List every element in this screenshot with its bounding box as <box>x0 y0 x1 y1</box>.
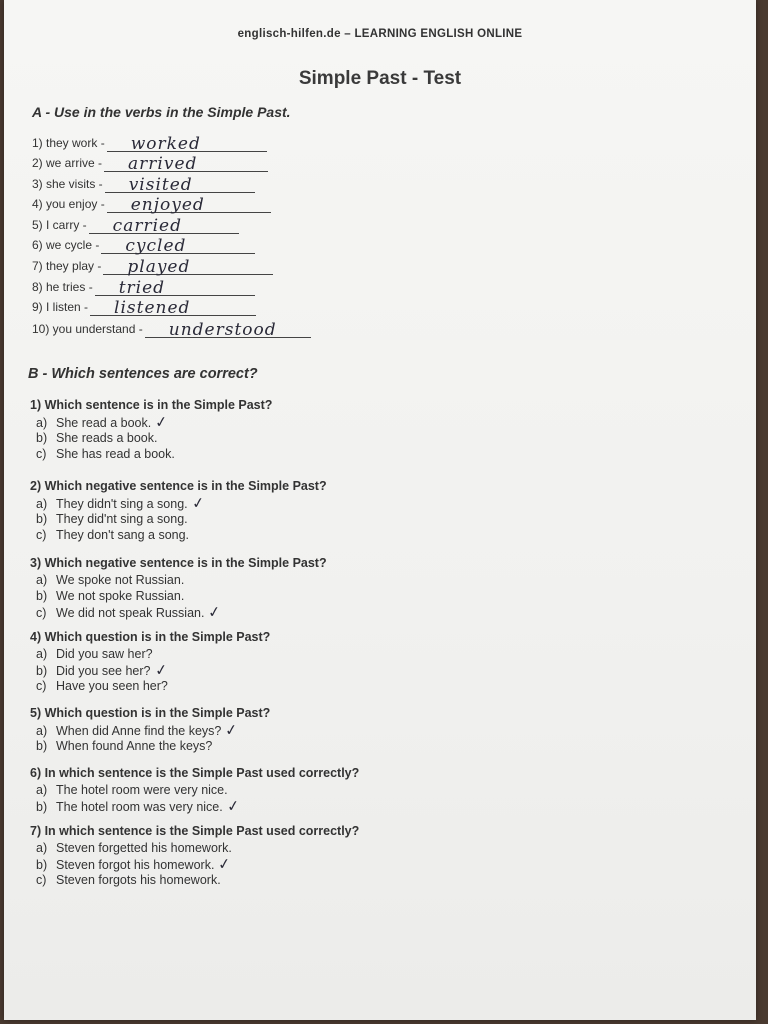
answer-blank[interactable] <box>101 236 255 256</box>
option-letter: b) <box>36 858 48 872</box>
option-text: She has read a book. <box>56 447 175 461</box>
option-letter: b) <box>36 664 48 678</box>
answer-blank[interactable] <box>105 175 255 195</box>
question-block <box>30 766 359 814</box>
verb-prompt: 5) I carry - <box>32 218 87 232</box>
verb-item <box>32 298 256 316</box>
option-text: Did you see her? <box>56 664 151 678</box>
question-text: 4) Which question is in the Simple Past? <box>30 630 271 644</box>
verb-prompt: 10) you understand - <box>32 322 143 336</box>
checkmark-icon: ✓ <box>153 660 169 680</box>
answer-option[interactable] <box>30 872 359 888</box>
option-letter: b) <box>36 589 48 603</box>
option-text: The hotel room were very nice. <box>56 783 228 797</box>
verb-item <box>32 257 273 275</box>
answer-option[interactable] <box>30 662 270 678</box>
option-text: They don't sang a song. <box>56 528 190 542</box>
option-letter: a) <box>36 841 48 855</box>
verb-prompt: 2) we arrive - <box>32 156 103 170</box>
verb-prompt: 7) they play - <box>32 259 102 273</box>
answer-option[interactable] <box>30 414 272 430</box>
handwritten-answer: visited <box>128 175 193 195</box>
answer-blank[interactable] <box>107 134 267 154</box>
option-letter: a) <box>36 647 48 661</box>
verb-prompt: 1) they work - <box>32 136 105 150</box>
handwritten-answer: enjoyed <box>130 195 205 215</box>
answer-blank[interactable] <box>103 257 273 277</box>
answer-blank[interactable] <box>89 216 239 236</box>
answer-option[interactable] <box>30 495 327 511</box>
answer-option[interactable] <box>30 798 359 814</box>
option-text: We spoke not Russian. <box>56 573 185 587</box>
question-text: 5) Which question is in the Simple Past? <box>30 706 271 720</box>
option-text: When found Anne the keys? <box>56 739 213 753</box>
option-text: Did you saw her? <box>56 647 153 661</box>
handwritten-answer: played <box>127 257 191 277</box>
option-letter: a) <box>36 724 48 738</box>
answer-option[interactable] <box>30 430 272 446</box>
verb-item <box>32 236 255 254</box>
handwritten-answer: listened <box>114 298 191 318</box>
verb-item <box>32 278 255 296</box>
answer-option[interactable] <box>30 604 327 620</box>
question-text: 7) In which sentence is the Simple Past used correctly? <box>30 824 360 838</box>
worksheet-page <box>4 0 756 1020</box>
option-text: The hotel room was very nice. <box>56 800 223 814</box>
question-block <box>30 556 327 620</box>
section-a-heading: A - Use in the verbs in the Simple Past. <box>32 104 291 120</box>
answer-option[interactable] <box>30 588 327 604</box>
option-text: We not spoke Russian. <box>56 589 185 603</box>
option-text: Steven forgetted his homework. <box>56 841 232 855</box>
answer-option[interactable] <box>30 738 270 754</box>
page-title: Simple Past - Test <box>298 68 462 89</box>
checkmark-icon: ✓ <box>207 602 223 622</box>
question-block <box>30 479 327 543</box>
site-header: englisch-hilfen.de – LEARNING ENGLISH ONLINE <box>237 28 523 40</box>
verb-item <box>32 320 311 338</box>
option-letter: b) <box>36 800 48 814</box>
handwritten-answer: carried <box>112 216 182 236</box>
option-text: When did Anne find the keys? <box>56 724 222 738</box>
option-text: She read a book. <box>56 416 152 430</box>
answer-blank[interactable] <box>104 154 268 174</box>
option-letter: a) <box>36 416 48 430</box>
answer-blank[interactable] <box>95 278 255 298</box>
verb-prompt: 9) I listen - <box>32 300 89 314</box>
answer-option[interactable] <box>30 572 327 588</box>
answer-option[interactable] <box>30 722 270 738</box>
verb-item <box>32 154 268 172</box>
verb-item <box>32 175 255 193</box>
question-block <box>30 630 270 694</box>
checkmark-icon: ✓ <box>225 796 241 816</box>
option-letter: a) <box>36 497 48 511</box>
question-text: 2) Which negative sentence is in the Simple Past? <box>30 479 327 493</box>
checkmark-icon: ✓ <box>190 493 206 513</box>
option-text: We did not speak Russian. <box>56 606 205 620</box>
question-block <box>30 706 270 754</box>
checkmark-icon: ✓ <box>154 412 169 432</box>
verb-item <box>32 216 239 234</box>
question-block <box>30 398 272 462</box>
answer-blank[interactable] <box>107 195 271 215</box>
answer-option[interactable] <box>30 527 327 543</box>
option-letter: c) <box>36 873 47 887</box>
verb-prompt: 4) you enjoy - <box>32 197 105 211</box>
handwritten-answer: tried <box>118 278 166 298</box>
answer-option[interactable] <box>30 840 359 856</box>
answer-blank[interactable] <box>145 320 311 340</box>
question-text: 3) Which negative sentence is in the Simple Past? <box>30 556 327 570</box>
verb-prompt: 6) we cycle - <box>32 238 100 252</box>
handwritten-answer: arrived <box>128 154 198 174</box>
handwritten-answer: cycled <box>125 236 187 256</box>
answer-option[interactable] <box>30 446 272 462</box>
option-text: Have you seen her? <box>56 679 168 693</box>
checkmark-icon: ✓ <box>224 720 240 740</box>
option-letter: c) <box>36 447 47 461</box>
option-letter: c) <box>36 606 47 620</box>
option-letter: c) <box>36 679 47 693</box>
verb-prompt: 8) he tries - <box>32 280 93 294</box>
option-text: She reads a book. <box>56 431 158 445</box>
option-letter: a) <box>36 783 48 797</box>
question-block <box>30 824 359 888</box>
option-letter: a) <box>36 573 48 587</box>
checkmark-icon: ✓ <box>217 854 233 874</box>
option-text: They didn't sing a song. <box>56 497 188 511</box>
verb-prompt: 3) she visits - <box>32 177 103 191</box>
handwritten-answer: understood <box>168 320 277 340</box>
answer-option[interactable] <box>30 856 359 872</box>
verb-item <box>32 134 267 152</box>
option-letter: c) <box>36 528 47 542</box>
answer-option[interactable] <box>30 782 359 798</box>
option-letter: b) <box>36 431 48 445</box>
option-text: They did'nt sing a song. <box>56 512 188 526</box>
section-b-heading: B - Which sentences are correct? <box>28 366 258 382</box>
option-text: Steven forgots his homework. <box>56 873 221 887</box>
option-letter: b) <box>36 739 48 753</box>
answer-option[interactable] <box>30 646 270 662</box>
answer-option[interactable] <box>30 678 270 694</box>
option-letter: b) <box>36 512 48 526</box>
handwritten-answer: worked <box>130 134 201 154</box>
question-text: 6) In which sentence is the Simple Past used correctly? <box>30 766 360 780</box>
question-text: 1) Which sentence is in the Simple Past? <box>30 398 273 412</box>
answer-blank[interactable] <box>90 298 256 318</box>
answer-option[interactable] <box>30 511 327 527</box>
verb-item <box>32 195 271 213</box>
option-text: Steven forgot his homework. <box>56 858 215 872</box>
